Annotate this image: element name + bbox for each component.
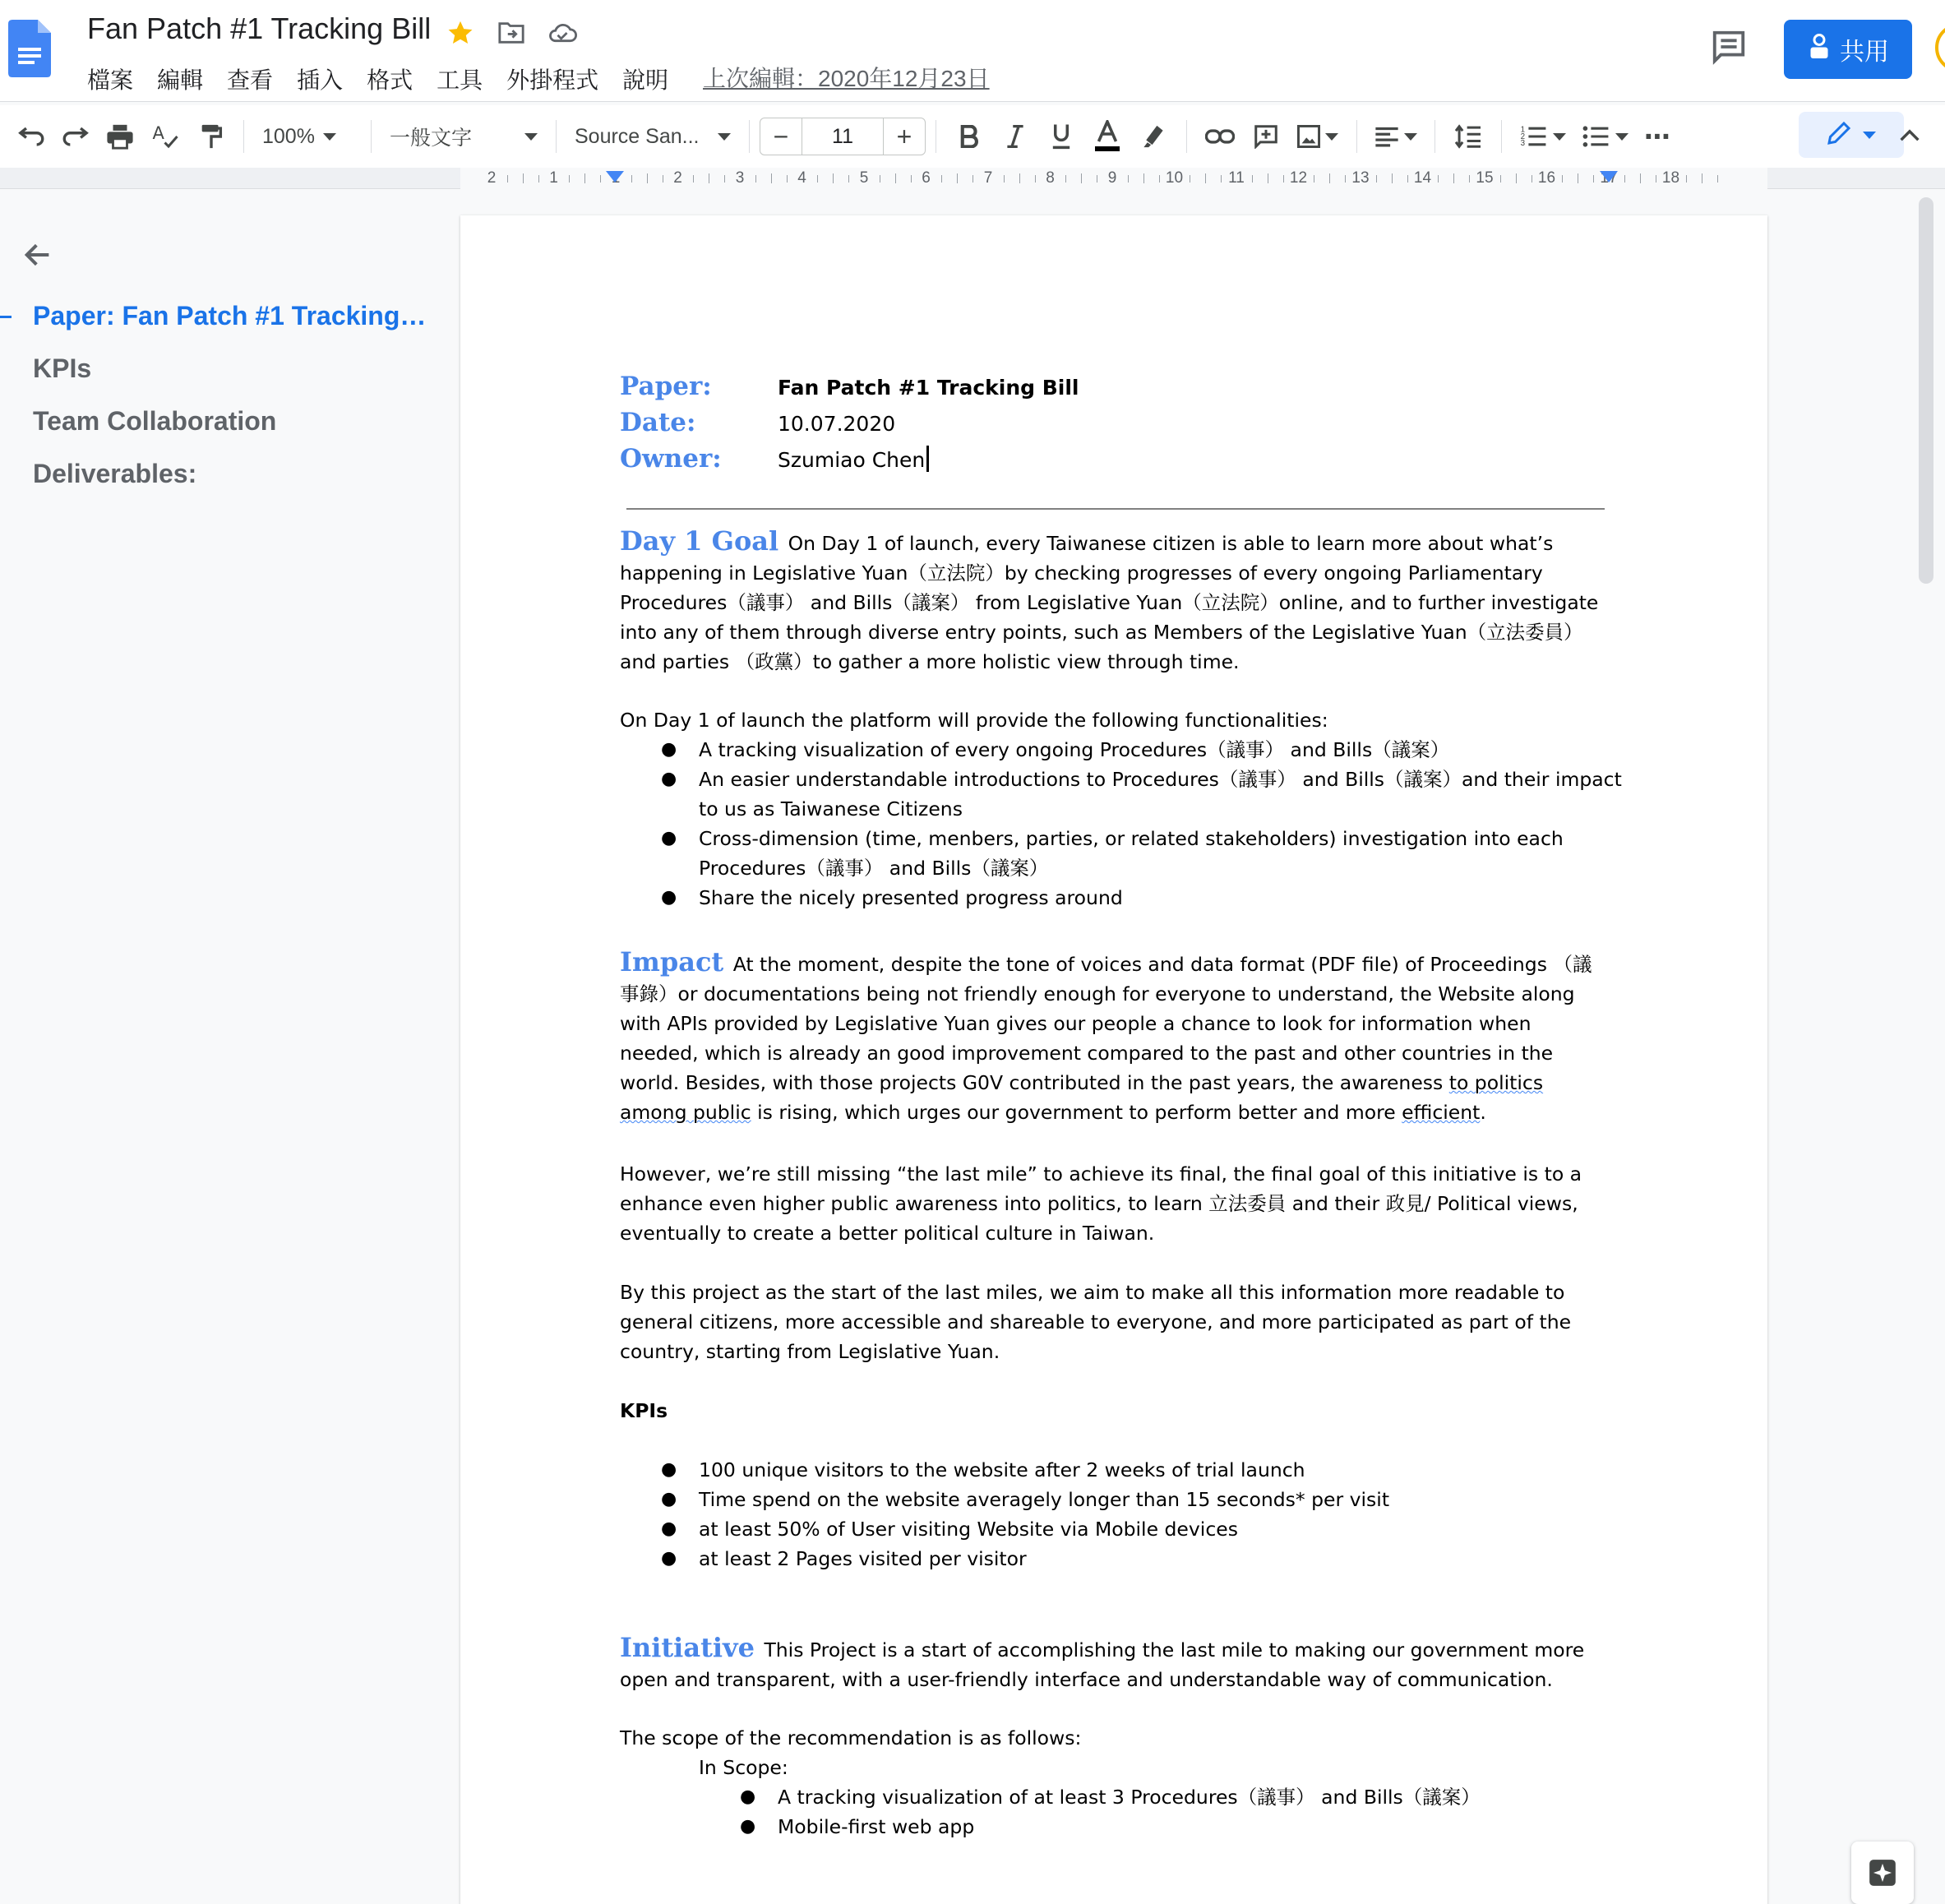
increase-font-size-button[interactable]: + [896,121,912,151]
decrease-font-size-button[interactable]: − [773,121,789,151]
ruler-tick [1376,175,1377,183]
ruler-tick [1004,175,1005,183]
ruler-tick [507,175,508,183]
font-size-stepper [760,118,926,155]
toolbar-divider [1501,120,1502,153]
svg-text:1: 1 [1520,125,1526,135]
outline-item-kpis[interactable]: KPIs [33,354,92,383]
day1-goal-paragraph [620,526,1606,677]
print-icon[interactable] [97,112,143,161]
meta-owner-label: Owner: [620,444,722,474]
list-item: ● Cross-dimension (time, menbers, parties, or related stakeholders) investigation into each Procedures（議事） and Bills（議案） [661,827,1564,880]
ruler-number: 14 [1413,169,1432,187]
ruler-tick [1516,173,1517,183]
italic-icon[interactable] [992,112,1038,161]
ruler-number: 6 [922,169,931,187]
day1-goal-body: On Day 1 of launch, every Taiwanese citizen is able to learn more about what’s happening in Legislative Yuan（立法院）by checking progresses of every ongoing Parliamentary Procedures（議事） and Bills（議案） from Legislative Yuan（立法院）online, and to further investigate into any of them through diverse entry points, such as Members of the Legislative Yuan（立法委員）and parties （政黨）to gather a more holistic view through time. [620,532,1599,673]
toolbar-divider [556,120,557,153]
chevron-down-icon [323,133,336,141]
toolbar-divider [749,120,750,153]
ruler-number: 3 [735,169,745,187]
ruler-number: 8 [1046,169,1055,187]
ruler-tick [538,175,539,183]
ruler-tick [1019,173,1020,183]
ruler-tick [1081,173,1082,183]
toolbar-divider [1186,120,1187,153]
ruler-tick [1717,175,1718,183]
add-comment-icon[interactable] [1243,112,1289,161]
list-item: ● at least 50% of User visiting Website via Mobile devices [661,1518,1238,1541]
ruler-tick [1345,175,1346,183]
ruler-tick [1205,173,1206,183]
insert-link-icon[interactable] [1197,112,1243,161]
ruler-number: 12 [1289,169,1308,187]
impact-paragraph-2: However, we’re still missing “the last mile” to achieve its final, the final goal of this initiative is to a enhance even higher public awareness into politics, to learn 立法委員 and their 政見/ Political views, eventually to create a better political culture in Taiwan. [620,1162,1582,1245]
text-cursor [926,446,929,472]
ruler-number: 1 [611,169,621,187]
ruler-number: 17 [1600,169,1618,187]
ruler-tick [895,173,896,183]
outline-item-deliverables[interactable]: Deliverables: [33,459,197,488]
ruler-number: 4 [797,169,806,187]
menu-addons[interactable]: 外掛程式 [506,67,599,93]
paint-format-icon[interactable] [189,112,233,161]
toolbar-divider [1434,120,1435,153]
ruler-tick [1453,173,1454,183]
explore-icon[interactable] [1851,1842,1914,1904]
hide-menus-icon[interactable] [1891,117,1929,155]
ruler-tick [848,175,849,183]
day1-intro: On Day 1 of launch the platform will provide the following functionalities: [620,709,1328,732]
chevron-down-icon [524,133,538,141]
ruler-tick [787,175,788,183]
kpis-heading: KPIs [620,1399,668,1422]
menu-format[interactable]: 格式 [367,67,413,93]
last-edit-link[interactable]: 上次編輯：2020年12月23日 [703,66,990,91]
meta-date-label: Date: [620,408,696,437]
share-label: 共用 [1840,39,1889,66]
line-spacing-icon[interactable] [1445,112,1491,161]
ruler-number: 5 [859,169,869,187]
menu-bar [87,62,692,95]
ruler-tick [724,175,725,183]
ruler-number: 2 [673,169,682,187]
ruler-tick [941,175,942,183]
day1-goal-heading: Day 1 Goal [620,525,779,557]
chevron-down-icon [1863,132,1876,139]
meta-paper-value: Fan Patch #1 Tracking Bill [778,376,1079,400]
ruler-tick [1392,173,1393,183]
ruler-tick [1469,175,1470,183]
editing-mode-select[interactable] [1799,112,1904,158]
left-indent-marker[interactable] [606,171,624,183]
outline-item-team-collaboration[interactable]: Team Collaboration [33,406,277,436]
impact-heading: Impact [620,946,724,977]
redo-icon[interactable] [53,112,97,161]
ruler-tick [1624,175,1625,183]
font-value: Source San... [575,124,700,148]
ruler-tick [1128,175,1129,183]
spellcheck-icon[interactable] [143,112,189,161]
comment-history-icon[interactable] [1710,28,1751,69]
ruler-tick [1500,175,1501,183]
ruler-tick [1686,175,1687,183]
ruler-tick [584,173,585,183]
impact-paragraph-3: By this project as the start of the last miles, we aim to make all this information more readable to general citizens, more accessible and shareable to everyone, and more participated as part of the country, starting from Legislative Yuan. [620,1281,1572,1363]
ruler-number: 1 [549,169,558,187]
move-folder-icon[interactable] [495,16,528,49]
bold-icon[interactable] [946,112,992,161]
font-select[interactable] [566,125,739,149]
grammar-suggestion[interactable]: to politics among public [620,1071,1544,1124]
list-item: ● An easier understandable introductions to Procedures（議事） and Bills（議案）and their impact to us as Taiwanese Citizens [661,768,1622,820]
menu-edit[interactable]: 編輯 [157,67,204,93]
toolbar-divider [1356,120,1357,153]
list-item: ● Time spend on the website averagely longer than 15 seconds* per visit [661,1488,1390,1511]
document-outline [0,298,427,508]
svg-text:3: 3 [1520,139,1526,148]
ruler-number: 18 [1661,169,1680,187]
ruler-tick [647,173,648,183]
insert-image-icon[interactable] [1289,112,1347,161]
spelling-suggestion[interactable]: efficient [1402,1101,1481,1124]
ruler-number: 15 [1476,169,1494,187]
ruler-tick [833,173,834,183]
ruler-tick [1593,175,1594,183]
meta-paper-row [620,372,1079,403]
menu-view[interactable]: 查看 [227,67,274,93]
impact-paragraph: Impact At the moment, despite the tone of voices and data format (PDF file) of Proceedings （議事錄）or documentations being not friendly enough for everyone to understand, the Website along with APIs provided by Legislative Yuan gives our people a chance to look for information when needed, which is already an good improvement compared to the past and other countries in the world. Besides, with those projects G0V contributed in the past years, the awareness to politics among public is rising, which urges our government to perform better and more efficient. [620,946,1592,1124]
ruler-tick [1143,173,1144,183]
zoom-select[interactable] [254,125,361,149]
document-title[interactable]: Fan Patch #1 Tracking Bill [87,12,432,45]
align-left-icon[interactable] [1367,112,1425,161]
ruler-tick [1640,173,1641,183]
ruler-tick [631,175,632,183]
share-button[interactable] [1784,20,1912,79]
list-item: ● at least 2 Pages visited per visitor [661,1547,1027,1570]
outline-item-paper[interactable]: Paper: Fan Patch #1 Tracking… [0,298,427,350]
scope-intro: The scope of the recommendation is as follows: [620,1726,1082,1749]
ruler-number: 9 [1107,169,1117,187]
menu-file[interactable]: 檔案 [87,67,134,93]
avatar[interactable] [1935,23,1945,72]
star-icon[interactable] [444,16,477,49]
style-value: 一般文字 [390,127,473,150]
menu-insert[interactable]: 插入 [297,67,344,93]
horizontal-rule [626,508,1605,510]
pencil-icon [1827,121,1851,150]
app-header [0,0,1945,102]
share-lock-icon [1807,32,1832,67]
ruler-tick [600,175,601,183]
ruler-tick [1438,175,1439,183]
cloud-saved-icon[interactable] [546,16,579,49]
vertical-scrollbar[interactable] [1919,197,1933,584]
svg-text:A: A [152,123,164,143]
ruler-track [460,168,1767,189]
ruler-tick [1252,175,1253,183]
meta-paper-label: Paper: [620,372,712,401]
ruler-tick [771,173,772,183]
meta-date-row [620,408,895,439]
ruler-tick [1407,175,1408,183]
ruler-tick [1035,175,1036,183]
in-scope-label: In Scope: [699,1756,788,1779]
style-select[interactable] [381,122,546,151]
list-item: ● Mobile-first web app [740,1815,975,1838]
ruler-tick [693,175,694,183]
numbered-list-icon[interactable] [1512,112,1574,161]
ruler-tick [523,173,524,183]
ruler-tick [1329,173,1330,183]
ruler-tick [1283,175,1284,183]
ruler-tick [1221,175,1222,183]
initiative-paragraph: Initiative This Project is a start of accomplishing the last mile to making our government more open and transparent, with a user-friendly interface and understandable way of communication. [620,1632,1585,1691]
ruler-tick [755,175,756,183]
more-options-icon[interactable]: ⋯ [1644,122,1670,151]
font-size-input[interactable]: 11 [802,118,884,155]
ruler-number: 13 [1351,169,1370,187]
meta-date-value: 10.07.2020 [778,412,896,436]
svg-text:2: 2 [1520,132,1526,141]
list-item: ● 100 unique visitors to the website after 2 weeks of trial launch [661,1458,1305,1481]
initiative-heading: Initiative [620,1632,755,1663]
ruler-tick [1065,175,1066,183]
menu-help[interactable]: 說明 [622,67,669,93]
toolbar-divider [243,120,244,153]
ruler-tick [1562,175,1563,183]
list-item: ● A tracking visualization of every ongoing Procedures（議事） and Bills（議案） [661,738,1450,761]
chevron-down-icon [718,133,731,141]
ruler-tick [957,173,958,183]
ruler [0,168,1945,189]
meta-owner-row [620,444,929,475]
right-indent-marker[interactable] [1600,171,1618,183]
toolbar-divider [371,120,372,153]
ruler-number: 11 [1228,169,1245,187]
ruler-tick [569,175,570,183]
list-item: ● Share the nicely presented progress around [661,886,1123,909]
meta-owner-value: Szumiao Chen [778,446,929,475]
ruler-tick [817,175,818,183]
ruler-number: 2 [487,169,497,187]
ruler-tick [1159,175,1160,183]
undo-icon[interactable] [12,112,53,161]
bulleted-list-icon[interactable] [1574,112,1637,161]
menu-tools[interactable]: 工具 [437,67,483,93]
ruler-tick [911,175,912,183]
toolbar [0,105,1945,168]
ruler-tick [972,175,973,183]
underline-icon[interactable] [1038,112,1084,161]
highlight-color-icon[interactable] [1130,112,1176,161]
ruler-number: 7 [983,169,993,187]
document-page[interactable] [460,215,1767,1904]
ruler-number: 16 [1537,169,1556,187]
list-item: ● A tracking visualization of at least 3 Procedures（議事） and Bills（議案） [740,1786,1481,1809]
close-outline-icon[interactable] [21,238,58,275]
ruler-number: 10 [1165,169,1184,187]
google-docs-logo-icon[interactable] [8,20,51,77]
zoom-value: 100% [262,124,315,148]
text-color-icon[interactable] [1084,112,1130,161]
